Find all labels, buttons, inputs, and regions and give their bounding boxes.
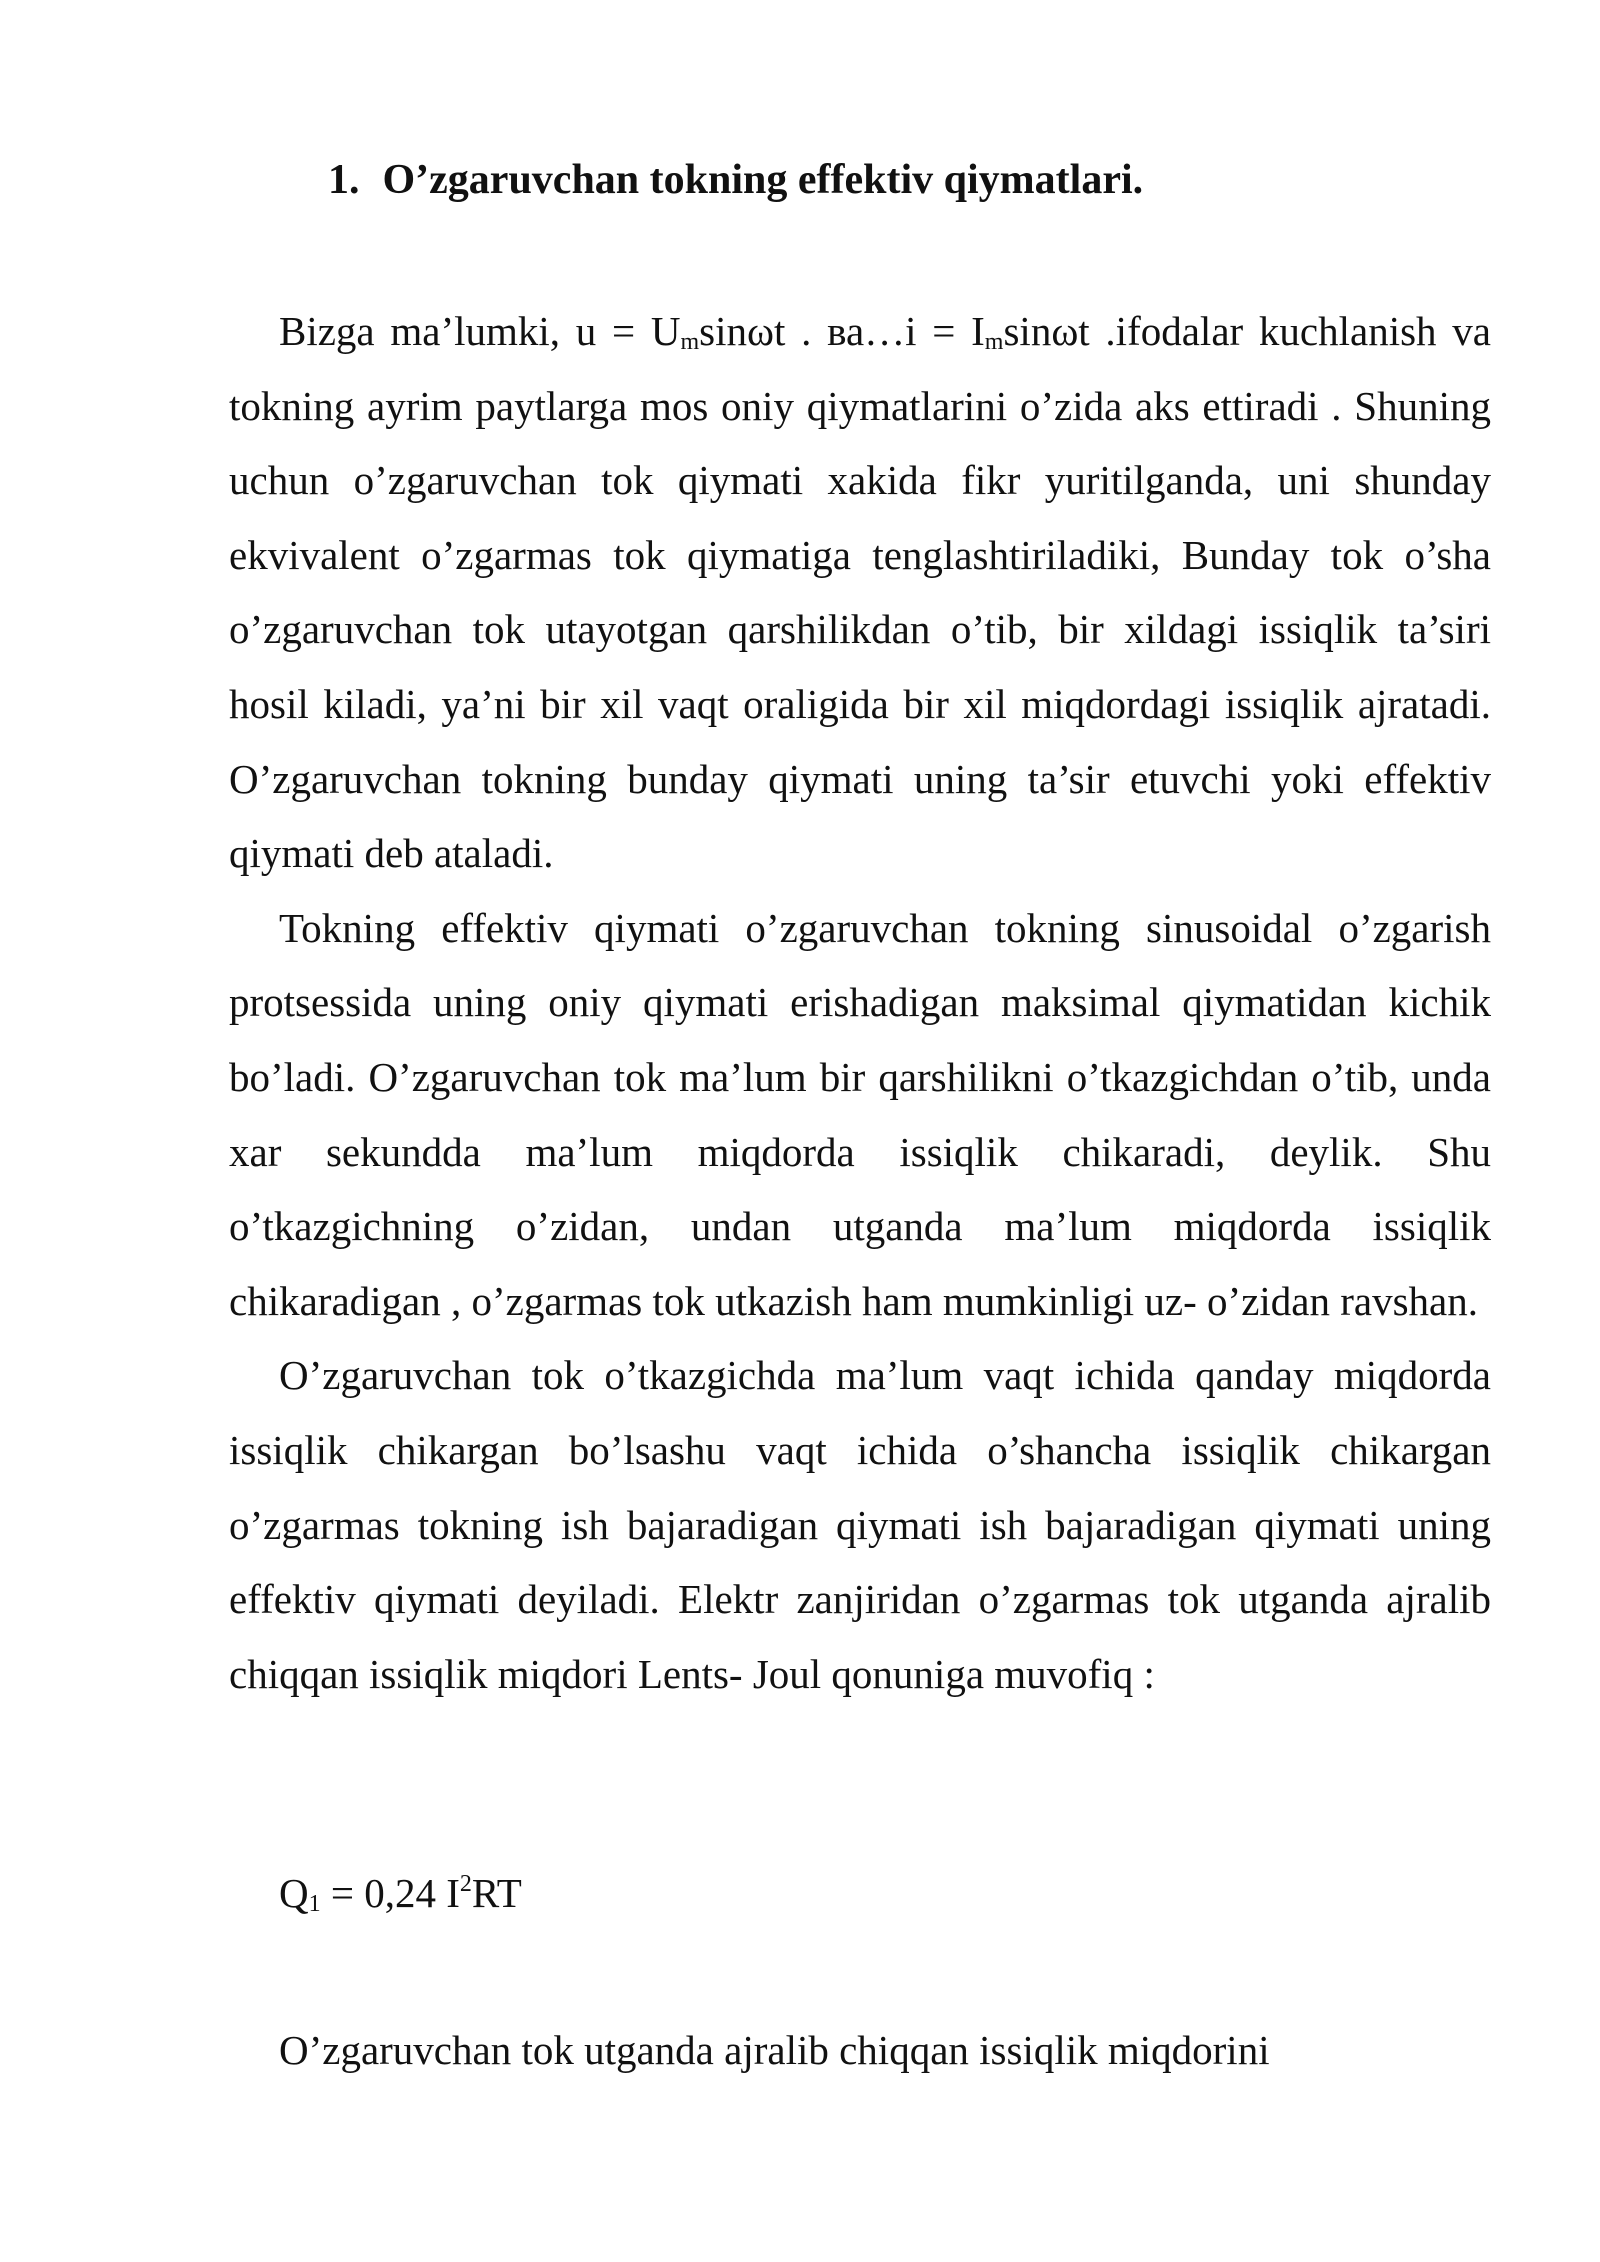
- formula-superscript: 2: [459, 1871, 472, 1897]
- paragraph-1-mid: sinωt . ва…i = I: [699, 308, 985, 354]
- paragraph-3: O’zgaruvchan tok o’tkazgichda ma’lum vaqt ichida qanday miqdorda issiqlik chikargan bo’lsashu vaqt ichida o’shancha issiqlik chikargan o’zgarmas tokning ish bajaradigan qiymati ish bajaradigan qiymati uning effektiv qiymati deyiladi. Elektr zanjiridan o’zgarmas tok utganda ajralib chiqqan issiqlik miqdori Lents- Joul qonuniga muvofiq :: [229, 1352, 1491, 1697]
- paragraph-1-lead: Bizga ma’lumki, u = U: [279, 308, 681, 354]
- paragraph-1: [229, 294, 1491, 891]
- subscript-m: m: [680, 329, 700, 355]
- formula-middle: = 0,24 I: [320, 1870, 460, 1916]
- formula-joule-lenz: [279, 1863, 522, 1923]
- paragraph-1-rest: sinωt .ifodalar kuchlanish va tokning ayrim paytlarga mos oniy qiymatlarini o’zida aks ettiradi . Shuning uchun o’zgaruvchan tok qiymati xakida fikr yuritilganda, uni shunday ekvivalent o’zgarmas tok qiymatiga tenglashtiriladiki, Bunday tok o’sha o’zgaruvchan tok utayotgan qarshilikdan o’tib, bir xildagi issiqlik ta’siri hosil kiladi, ya’ni bir xil vaqt oraligida bir xil miqdordagi issiqlik ajratadi. O’zgaruvchan tokning bunday qiymati uning ta’sir etuvchi yoki effektiv qiymati deb ataladi.: [229, 308, 1491, 877]
- section-title: O’zgaruvchan tokning effektiv qiymatlari.: [382, 157, 1144, 203]
- section-heading: [328, 150, 1143, 210]
- formula-q: Q: [279, 1870, 309, 1916]
- paragraph-2: Tokning effektiv qiymati o’zgaruvchan tokning sinusoidal o’zgarish protsessida uning oniy qiymati erishadigan maksimal qiymatidan kichik bo’ladi. O’zgaruvchan tok ma’lum bir qarshilikni o’tkazgichdan o’tib, unda xar sekundda ma’lum miqdorda issiqlik chikaradi, deylik. Shu o’tkazgichning o’zidan, undan utganda ma’lum miqdorda issiqlik chikaradigan , o’zgarmas tok utkazish ham mumkinligi uz- o’zidan ravshan.: [229, 904, 1491, 1324]
- section-number: 1.: [328, 157, 360, 203]
- body-text: [229, 294, 1491, 1711]
- formula-end: RT: [471, 1870, 522, 1916]
- subscript-m: m: [984, 329, 1004, 355]
- formula-q-subscript: 1: [308, 1891, 321, 1917]
- paragraph-4: O’zgaruvchan tok utganda ajralib chiqqan issiqlik miqdorini: [279, 2027, 1270, 2073]
